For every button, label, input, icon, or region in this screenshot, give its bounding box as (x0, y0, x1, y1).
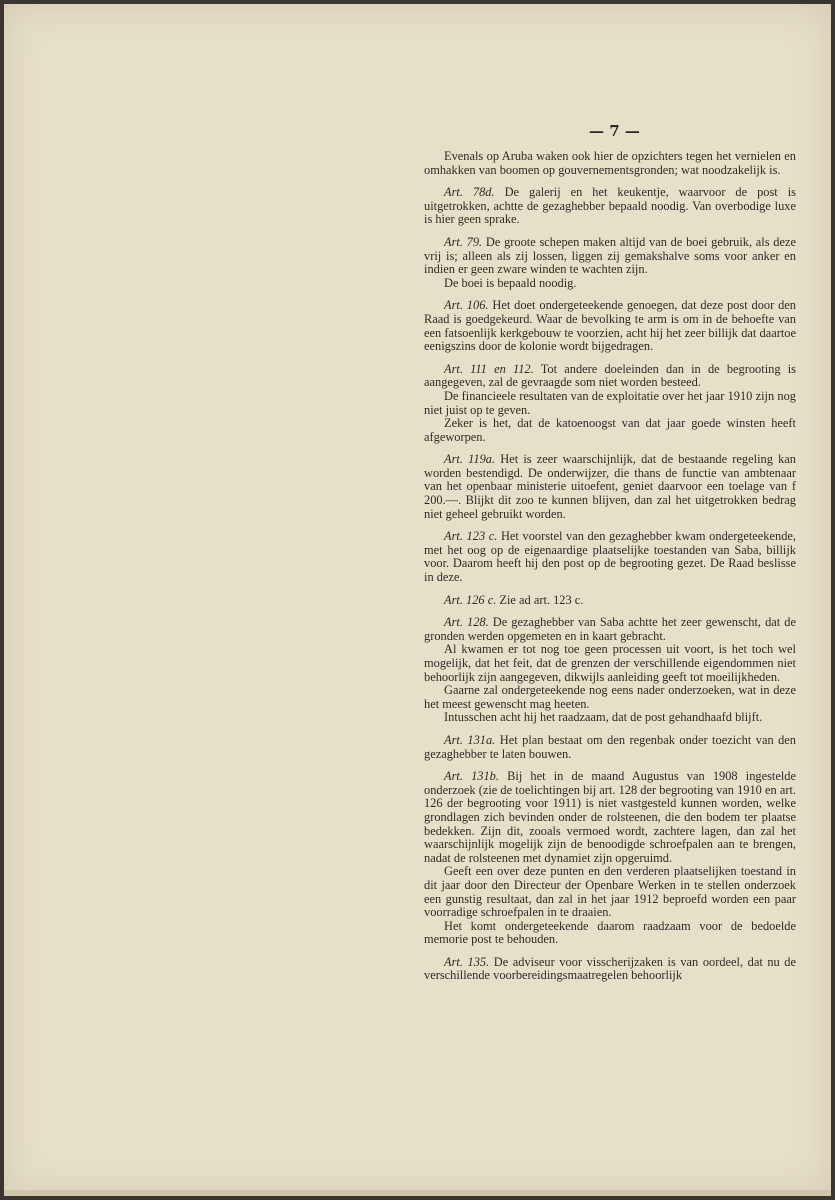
paragraph: Al kwamen er tot nog toe geen processen uit voort, is het toch wel mogelijk, dat het feit, dat de grenzen der verschillende eigendommen niet behoorlijk zijn aangegeven, dikwijls aanleiding geeft tot moeilijkheden. (424, 642, 796, 684)
article-ref: Art. 123 c. (444, 529, 498, 544)
paragraph: Evenals op Aruba waken ook hier de opzichters tegen het vernielen en omhakken van boomen op gouvernementsgronden; wat noodzakelijk is. (424, 149, 796, 177)
paragraph: Intusschen acht hij het raadzaam, dat de post gehandhaafd blijft. (444, 710, 763, 725)
article-ref: Art. 111 en 112. (444, 361, 534, 376)
paragraph: Art. 131b. Bij het in de maand Augustus van 1908 ingestelde onderzoek (zie de toelichtingen bij art. 128 der begrooting van 1910 en art. 126 der begrooting voor 1911) is niet vastgesteld kunnen worden, welke grondlagen zich bevinden onder de rolsteenen, die den bodem ter plaatse bedekken. Zijn dit, zooals vermoed wordt, zachtere lagen, dan zal het waarschijnlijk mogelijk zijn de benoodigde schroefpalen aan te brengen, nadat de rolsteenen met dynamiet zijn opgeruimd. (424, 769, 796, 865)
paragraph: Art. 111 en 112. Tot andere doeleinden dan in de begrooting is aangegeven, zal de gevraagde som niet worden besteed. (424, 361, 796, 390)
article-ref: Art. 131b. (444, 769, 499, 784)
page-bottom-edge (4, 1190, 831, 1196)
text-column (424, 150, 796, 983)
paragraph: Art. 128. De gezaghebber van Saba achtte het zeer gewenscht, dat de gronden werden opgemeten en in kaart gebracht. (424, 615, 796, 643)
paragraph: Het komt ondergeteekende daarom raadzaam voor de bedoelde memorie post te behouden. (424, 918, 796, 947)
paragraph: Art. 123 c. Het voorstel van den gezaghebber kwam ondergeteekende, met het oog op de eigenaardige plaatselijke toestanden van Saba, billijk voor. Daarom heeft hij den post op de begrooting gezet. De Raad beslisse in deze. (424, 529, 796, 585)
paragraph: Art. 79. De groote schepen maken altijd van de boei gebruik, als deze vrij is; alleen als zij lossen, liggen zij gemakshalve soms voor anker en indien er geen zware winden te wachten zijn. (424, 234, 796, 277)
paragraph: De boei is bepaald noodig. (444, 275, 577, 290)
paragraph: Geeft een over deze punten en den verderen plaatselijken toestand in dit jaar door den Directeur der Openbare Werken in te stellen onderzoek een gunstig resultaat, dan zal in het jaar 1912 beproefd worden een paar voorradige schroefpalen in te draaien. (424, 864, 796, 920)
article-ref: Art. 119a. (444, 452, 496, 467)
paragraph: Art. 131a. Het plan bestaat om den regenbak onder toezicht van den gezaghebber te laten bouwen. (424, 732, 796, 761)
paragraph: Art. 78d. De galerij en het keukentje, waarvoor de post is uitgetrokken, achtte de gezaghebber bepaald noodig. Van overbodige luxe is hier geen sprake. (424, 185, 796, 227)
paragraph: Zeker is het, dat de katoenoogst van dat jaar goede winsten heeft afgeworpen. (424, 416, 796, 444)
article-ref: Art. 135. (444, 954, 490, 969)
paragraph: Art. 119a. Het is zeer waarschijnlijk, dat de bestaande regeling kan worden bestendigd. De onderwijzer, die thans de functie van ambtenaar van het openbaar ministerie uitoefent, geniet daarvoor een toelage van f 200.—. Blijkt dit zoo te kunnen blijven, dan zal het uitgetrokken bedrag niet geheel gebruikt worden. (424, 452, 796, 521)
page-number: — 7 — (589, 122, 640, 140)
article-ref: Art. 78d. (444, 185, 495, 200)
article-ref: Art. 126 c. (444, 592, 497, 607)
paragraph: Art. 135. De adviseur voor visscherijzaken is van oordeel, dat nu de verschillende voorbereidingsmaatregelen behoorlijk (424, 954, 796, 983)
paragraph: Art. 106. Het doet ondergeteekende genoegen, dat deze post door den Raad is goedgekeurd. Waar de bevolking te arm is om in de behoefte van een fatsoenlijk kerkgebouw te voorzien, acht hij het zeer billijk dat daartoe eenigszins door de kolonie wordt bijgedragen. (424, 298, 797, 354)
document-page (4, 4, 831, 1196)
article-ref: Art. 106. (444, 298, 489, 313)
paragraph: Art. 126 c. Zie ad art. 123 c. (444, 592, 584, 607)
article-ref: Art. 79. (444, 234, 483, 249)
paragraph: Gaarne zal ondergeteekende nog eens nader onderzoeken, wat in deze het meest gewenscht mag heeten. (424, 683, 796, 711)
paragraph: De financieele resultaten van de exploitatie over het jaar 1910 zijn nog niet juist op te geven. (424, 388, 796, 417)
article-ref: Art. 131a. (444, 732, 496, 747)
article-ref: Art. 128. (444, 615, 489, 630)
